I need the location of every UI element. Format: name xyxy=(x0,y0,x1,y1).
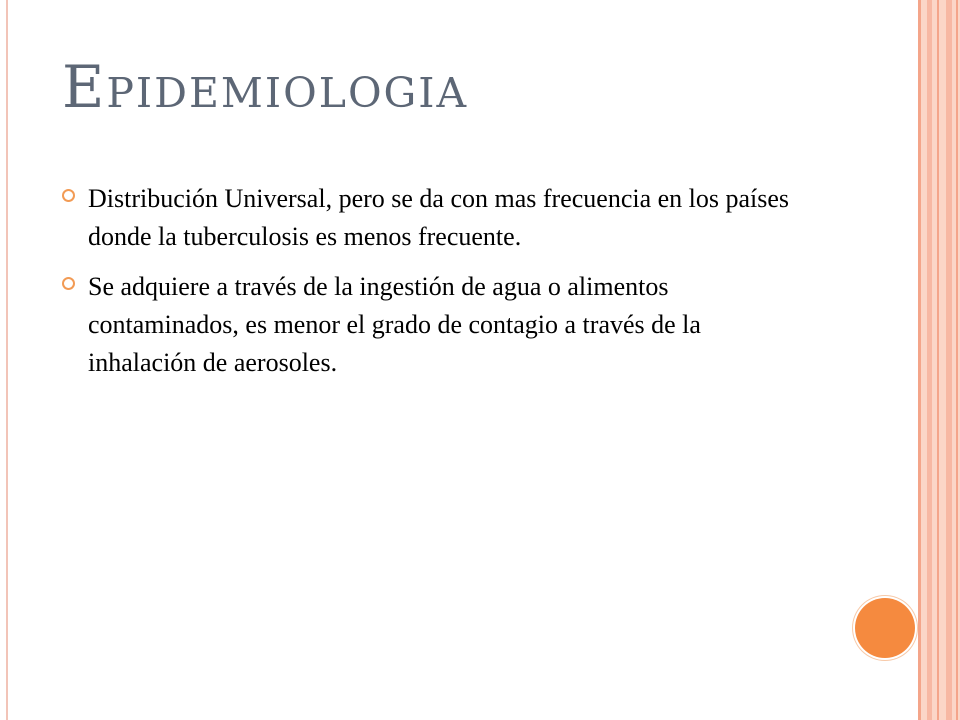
decorative-circle xyxy=(855,598,915,658)
bullet-circle-icon xyxy=(62,277,75,290)
right-decorative-band xyxy=(918,0,960,720)
bullet-text: Se adquiere a través de la ingestión de agua o alimentos contaminados, es menor el grado de contagio a través de la inhalación de aerosoles. xyxy=(88,272,701,377)
left-border-line xyxy=(6,0,8,720)
decorative-stripe xyxy=(937,0,939,720)
decorative-stripe xyxy=(956,0,958,720)
bullet-text: Distribución Universal, pero se da con mas frecuencia en los países donde la tuberculosis es menos frecuente. xyxy=(88,184,790,251)
bullet-item xyxy=(60,268,805,382)
decorative-stripe xyxy=(946,0,952,720)
slide-title: Epidemiologia xyxy=(62,53,469,121)
bullet-item xyxy=(60,180,805,256)
decorative-stripe xyxy=(918,0,921,720)
bullet-circle-icon xyxy=(62,189,75,202)
bullet-list xyxy=(60,180,805,394)
decorative-stripe xyxy=(927,0,932,720)
